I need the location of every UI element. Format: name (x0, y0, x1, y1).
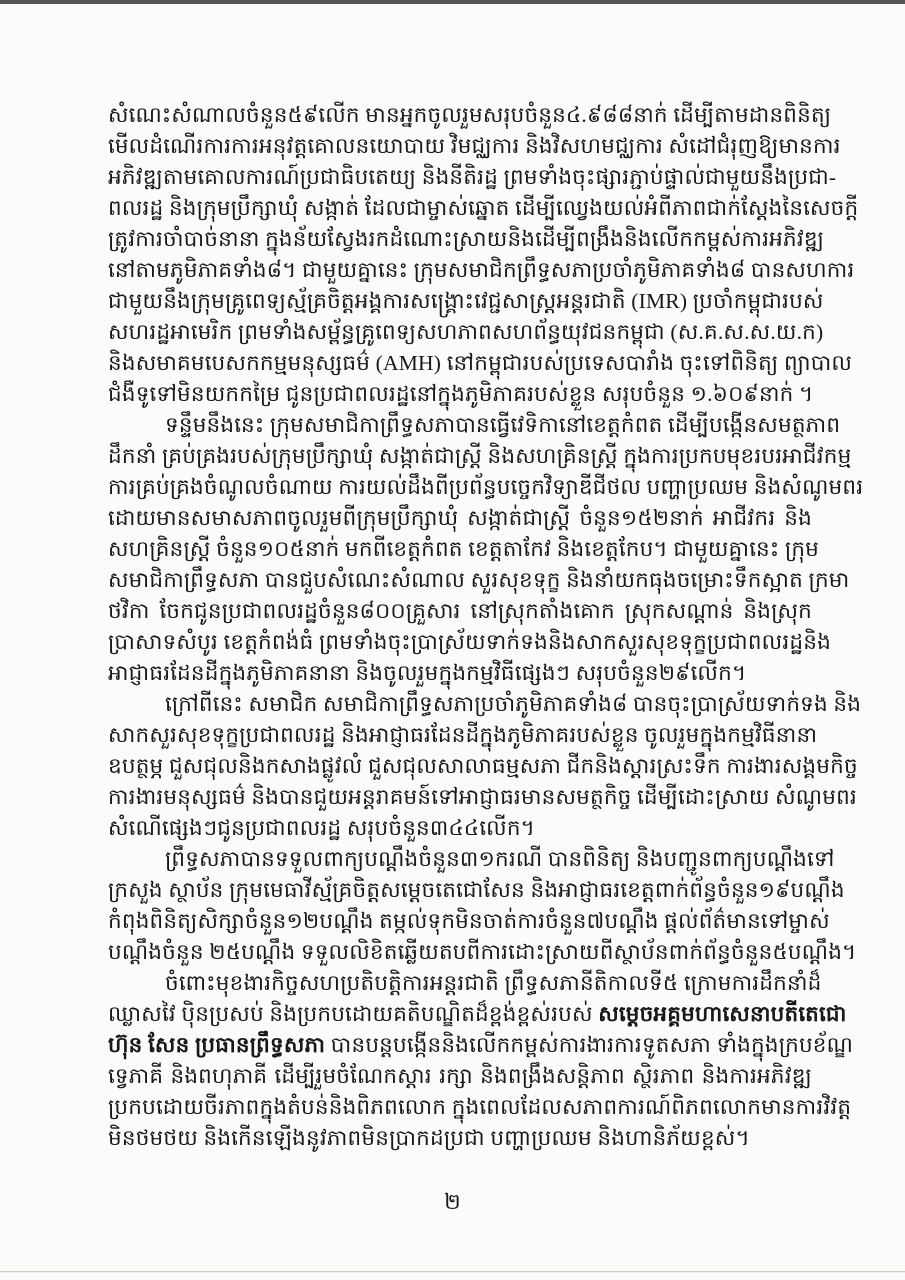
text-line: អាជ្ញាធរដែនដីក្នុងភូមិភាគនានា និងចូលរួមក្នុងកម្មវិធីផ្សេងៗ សរុបចំនួន២៩លើក។ (108, 661, 747, 685)
paragraph-5 (108, 968, 854, 1154)
text-line: និងសមាគមបេសកកម្មមនុស្សធម៌ (AMH) នៅកម្ពុជារបស់ប្រទេសបារាំង ចុះទៅពិនិត្យ ព្យាបាល (108, 351, 853, 375)
text-line: បណ្តឹងចំនួន ២៥បណ្តឹង ទទួលលិខិតឆ្លើយតបពីការដោះស្រាយពីស្ថាប័នពាក់ព័ន្ធចំនួន៥បណ្តឹង។ (108, 940, 857, 964)
text-segment: ឈ្លាសវៃ ប៉ិនប្រសប់ និងប្រកបដោយគតិបណ្ឌិតដ៏ខ្ពង់ខ្ពស់របស់ (108, 1002, 599, 1026)
scan-bottom-edge (0, 1271, 905, 1272)
text-line: មើលដំណើរការការអនុវត្តគោលនយោបាយ វិមជ្ឈការ និងវិសហមជ្ឈការ សំដៅជំរុញឱ្យមានការ (108, 134, 841, 158)
paragraph-1 (108, 100, 859, 410)
text-line: ការគ្រប់គ្រងចំណូលចំណាយ ការយល់ដឹងពីប្រព័ន្ធបច្ចេកវិទ្យាឌីជីថល បញ្ហាប្រឈម និងសំណូមពរ (108, 475, 864, 499)
text-line: ទ្វេភាគី និងពហុភាគី ដើម្បីរួមចំណែកស្តារ រក្សា និងពង្រឹងសន្តិភាព ស្ថិរភាព និងការអភិវឌ្ឍ (108, 1064, 812, 1088)
text-line: កំពុងពិនិត្យសិក្សាចំនួន១២បណ្តឹង តម្កល់ទុកមិនចាត់ការចំនួន៧បណ្តឹង ផ្តល់ព័ត៌មានទៅម្ចាស់ (108, 909, 830, 933)
text-segment: បានបន្តបង្កើននិងលើកកម្ពស់ការងារការទូតសភា ទាំងក្នុងក្របខ័ណ្ឌ (325, 1033, 854, 1057)
text-block (108, 100, 864, 1154)
paragraph-3 (108, 689, 862, 844)
text-line: ដឹកនាំ គ្រប់គ្រងរបស់ក្រុមប្រឹក្សាឃុំ សង្កាត់ជាស្ត្រី និងសហគ្រិនស្ត្រី ក្នុងការប្រកបមុខរបរអាជីវកម្ម (108, 444, 852, 468)
text-line: ដោយមានសមាសភាពចូលរួមពីក្រុមប្រឹក្សាឃុំ សង្កាត់ជាស្ត្រី ចំនួន១៥២នាក់ អាជីវករ និង (108, 506, 812, 530)
text-line (108, 1030, 854, 1061)
text-line: ជំងឺទូទៅមិនយកកម្រៃ ជូនប្រជាពលរដ្ឋនៅក្នុងភូមិភាគរបស់ខ្លួន សរុបចំនួន ១.៦០៩នាក់ ។ (108, 382, 814, 406)
text-line: ចំពោះមុខងារកិច្ចសហប្រតិបត្តិការអន្តរជាតិ ព្រឹទ្ធសភានីតិកាលទី៥ ក្រោមការដឹកនាំដ៏ (165, 971, 822, 995)
text-line: សហរដ្ឋអាមេរិក ព្រមទាំងសម្ព័ន្ធគ្រូពេទ្យសហភាពសហព័ន្ធយុវជនកម្ពុជា (ស.គ.ស.ស.យ.ក) (108, 320, 824, 344)
text-line: សាកសួរសុខទុក្ខប្រជាពលរដ្ឋ និងអាជ្ញាធរដែនដីក្នុងភូមិភាគរបស់ខ្លួន ចូលរួមក្នុងកម្មវិធីនានា (108, 723, 818, 747)
text-line: សំណេះសំណាលចំនួន៥៩លើក មានអ្នកចូលរួមសរុបចំនួន៤.៩៨៨នាក់ ដើម្បីតាមដានពិនិត្យ (108, 103, 832, 127)
paragraph-4 (108, 844, 857, 968)
bold-text: សម្តេចអគ្គមហាសេនាបតីតេជោ (598, 1002, 847, 1026)
text-line: ប្រកបដោយចីរភាពក្នុងតំបន់និងពិភពលោក ក្នុងពេលដែលសភាពការណ៍ពិភពលោកមានការវិវត្ត (108, 1095, 852, 1119)
text-line: ពលរដ្ឋ និងក្រុមប្រឹក្សាឃុំ សង្កាត់ ដែលជាម្ចាស់ឆ្នោត ដើម្បីឈ្វេងយល់អំពីភាពជាក់ស្តែងនៃសេចក្តី (108, 196, 859, 220)
text-line: ត្រូវការចាំបាច់នានា ក្នុងន័យស្វែងរកដំណោះស្រាយនិងដើម្បីពង្រឹងនិងលើកកម្ពស់ការអភិវឌ្ឍ (108, 227, 825, 251)
text-line: នៅតាមភូមិភាគទាំង៨។ ជាមួយគ្នានេះ ក្រុមសមាជិកព្រឹទ្ធសភាប្រចាំភូមិភាគទាំង៨ បានសហការ (108, 258, 855, 282)
bold-text: ហ៊ុន សែន ប្រធានព្រឹទ្ធសភា (108, 1033, 326, 1057)
text-line: ក្រៅពីនេះ សមាជិក សមាជិកាព្រឹទ្ធសភាប្រចាំភូមិភាគទាំង៨ បានចុះប្រាស្រ័យទាក់ទង និង (165, 692, 862, 716)
text-line: ទន្ទឹមនឹងនេះ ក្រុមសមាជិកាព្រឹទ្ធសភាបានធ្វើវេទិកានៅខេត្តកំពត ដើម្បីបង្កើនសមត្ថភាព (165, 413, 841, 437)
text-line: ព្រឹទ្ធសភាបានទទួលពាក្យបណ្តឹងចំនួន៣១ករណី បានពិនិត្យ និងបញ្ជូនពាក្យបណ្តឹងទៅ (165, 847, 835, 871)
text-line (108, 999, 847, 1030)
text-line: ជាមួយនឹងក្រុមគ្រូពេទ្យស្ម័គ្រចិត្តអង្គការសង្គ្រោះវេជ្ជសាស្ត្រអន្តរជាតិ (IMR) ប្រចាំកម្ពុជារបស់ (108, 289, 824, 313)
text-line: ការងារមនុស្សធម៌ និងបានជួយអន្តរាគមន៍ទៅអាជ្ញាធរមានសមត្ថកិច្ច ដើម្បីដោះស្រាយ សំណូមពរ (108, 785, 857, 809)
text-line: ក្រសួង ស្ថាប័ន ក្រុមមេធាវីស្ម័គ្រចិត្តសម្តេចតេជោសែន និងអាជ្ញាធរខេត្តពាក់ព័ន្ធចំនួន១៩បណ្តឹង (108, 878, 845, 902)
text-line: សមាជិកាព្រឹទ្ធសភា បានជួបសំណេះសំណាល សួរសុខទុក្ខ និងនាំយកធុងចម្រោះទឹកស្អាត ក្រមា (108, 568, 850, 592)
text-line: សហគ្រិនស្ត្រី ចំនួន១០៥នាក់ មកពីខេត្តកំពត ខេត្តតាកែវ និងខេត្តកែប។ ជាមួយគ្នានេះ ក្រុម (108, 537, 820, 561)
text-line: ថវិកា ចែកជូនប្រជាពលរដ្ឋចំនួន៨០០គ្រួសារ នៅស្រុកតាំងគោក ស្រុកសណ្តាន់ និងស្រុក (108, 599, 812, 623)
page-number: ២ (444, 1189, 461, 1214)
text-line: ប្រាសាទសំបូរ ខេត្តកំពង់ធំ ព្រមទាំងចុះប្រាស្រ័យទាក់ទងនិងសាកសួរសុខទុក្ខប្រជាពលរដ្ឋនិង (108, 630, 831, 654)
text-line: សំណើផ្សេងៗជូនប្រជាពលរដ្ឋ សរុបចំនួន៣៤៤លើក។ (108, 816, 536, 840)
text-line: ឧបត្ថម្ភ ជួសជុលនិងកសាងផ្លូវលំ ជួសជុលសាលាធម្មសភា ជីកនិងស្តារស្រះទឹក ការងារសង្គមកិច្ច (108, 754, 858, 778)
text-line: មិនថមថយ និងកើនឡើងនូវភាពមិនប្រាកដប្រជា បញ្ហាប្រឈម និងហានិភ័យខ្ពស់។ (108, 1126, 750, 1150)
text-line: អភិវឌ្ឍតាមគោលការណ៍ប្រជាធិបតេយ្យ និងនីតិរដ្ឋ ព្រមទាំងចុះផ្សារភ្ជាប់ផ្ទាល់ជាមួយនឹងប្រជា- (108, 165, 837, 189)
paragraph-2 (108, 410, 864, 689)
scan-top-edge (0, 0, 905, 4)
